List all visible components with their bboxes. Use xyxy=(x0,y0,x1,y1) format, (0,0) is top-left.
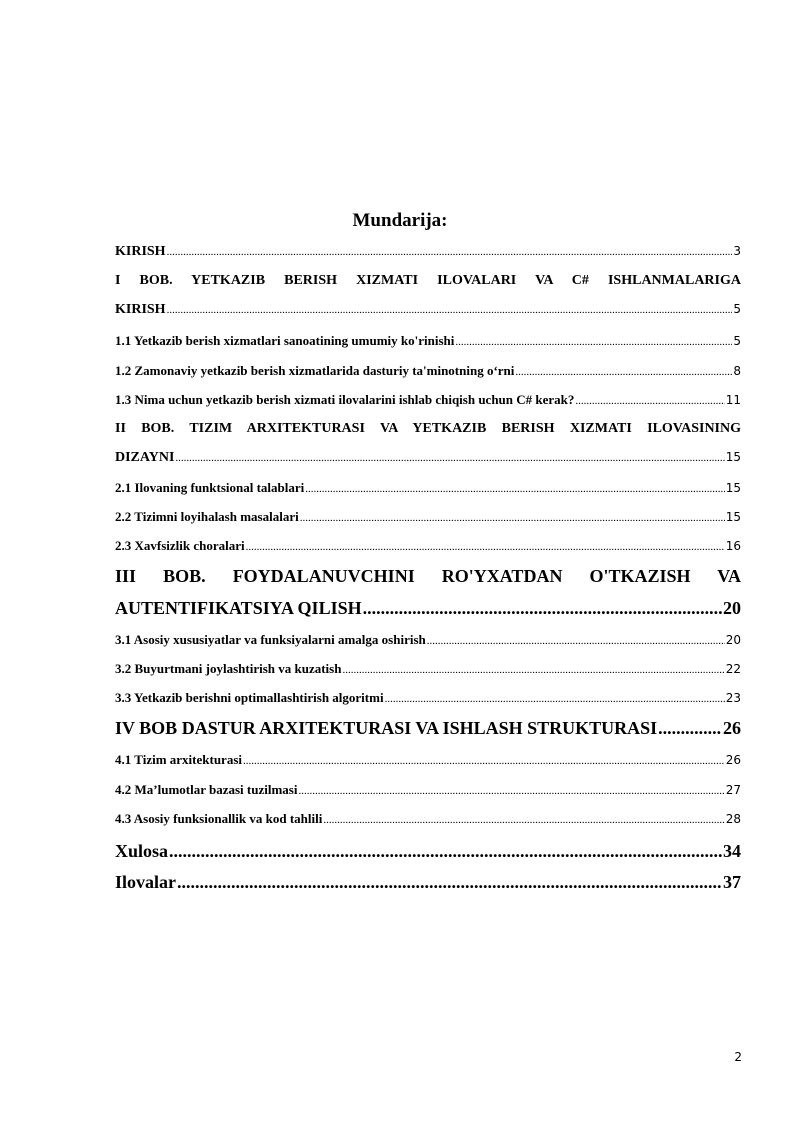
toc-page-number: 15 xyxy=(725,510,741,524)
dot-leader xyxy=(455,336,732,348)
toc-entry-text: 3.2 Buyurtmani joylashtirish va kuzatish xyxy=(115,661,342,676)
toc-entry-text: Xulosa xyxy=(115,841,169,861)
toc-entry-4-2[interactable] xyxy=(115,782,741,798)
toc-entry-4-3[interactable] xyxy=(115,811,741,827)
dot-leader xyxy=(167,304,733,316)
toc-entry-3-3[interactable] xyxy=(115,690,741,706)
toc-page-number: 20 xyxy=(725,633,741,647)
dot-leader xyxy=(305,483,724,495)
toc-entry-text: Ilovalar xyxy=(115,872,176,892)
toc-page-number: 16 xyxy=(725,539,741,553)
dot-leader xyxy=(177,872,722,893)
toc-entry-2-1[interactable] xyxy=(115,480,741,496)
toc-entry-text: 3.1 Asosiy xususiyatlar va funksiyalarni amalga oshirish xyxy=(115,632,426,647)
toc-page-number: 15 xyxy=(725,481,741,495)
toc-page-number: 15 xyxy=(725,450,741,464)
toc-entry-3-2[interactable] xyxy=(115,661,741,677)
toc-entry-bob1[interactable] xyxy=(115,302,741,318)
dot-leader xyxy=(575,395,724,407)
page-number: 2 xyxy=(734,1050,742,1064)
toc-entry-text: 4.2 Ma’lumotlar bazasi tuzilmasi xyxy=(115,782,298,797)
toc-entry-1-3[interactable] xyxy=(115,392,741,408)
toc-page-number: 23 xyxy=(725,691,741,705)
toc-entry-xulosa[interactable] xyxy=(115,841,741,862)
toc-entry-text: 1.3 Nima uchun yetkazib berish xizmati ilovalarini ishlab chiqish uchun C# kerak? xyxy=(115,392,575,407)
toc-title: Mundarija: xyxy=(352,210,448,231)
dot-leader xyxy=(427,635,725,647)
toc-entry-text: 1.2 Zamonaviy yetkazib berish xizmatlarida dasturiy ta'minotning o‘rni xyxy=(115,363,515,378)
toc-entry-2-2[interactable] xyxy=(115,509,741,525)
toc-entry-bob3[interactable] xyxy=(115,598,741,619)
toc-page-number: 34 xyxy=(723,841,741,861)
toc-entry-1-2[interactable] xyxy=(115,363,741,379)
toc-page-number: 28 xyxy=(725,812,741,826)
toc-entry-text: 2.1 Ilovaning funktsional talablari xyxy=(115,480,305,495)
toc-entry-ilovalar[interactable] xyxy=(115,872,741,893)
toc-page-number: 20 xyxy=(723,598,741,618)
toc-entry-text: 4.3 Asosiy funksionallik va kod tahlili xyxy=(115,811,323,826)
toc-page-number: 5 xyxy=(733,302,741,316)
toc-entry-text: 3.3 Yetkazib berishni optimallashtirish algoritmi xyxy=(115,690,384,705)
toc-entry-bob4[interactable] xyxy=(115,718,741,739)
dot-leader xyxy=(246,541,725,553)
dot-leader xyxy=(169,841,722,862)
dot-leader xyxy=(298,785,724,797)
toc-page-number: 3 xyxy=(733,244,741,258)
dot-leader xyxy=(342,664,724,676)
toc-entry-bob1-line1[interactable]: I BOB. YETKAZIB BERISH XIZMATI ILOVALARI VA C# ISHLANMALARIGA xyxy=(115,273,741,288)
toc-entry-text: AUTENTIFIKATSIYA QILISH xyxy=(115,598,362,618)
toc-entry-bob2[interactable] xyxy=(115,450,741,466)
toc-entry-text: IV BOB DASTUR ARXITEKTURASI VA ISHLASH STRUKTURASI xyxy=(115,718,658,738)
toc-page-number: 22 xyxy=(725,662,741,676)
toc-entry-text: KIRISH xyxy=(115,302,166,317)
toc-entry-bob2-line1[interactable]: II BOB. TIZIM ARXITEKTURASI VA YETKAZIB BERISH XIZMATI ILOVASINING xyxy=(115,421,741,436)
toc-entry-text: 1.1 Yetkazib berish xizmatlari sanoatining umumiy ko'rinishi xyxy=(115,333,455,348)
toc-page-number: 26 xyxy=(725,753,741,767)
dot-leader xyxy=(175,452,724,464)
toc-entry-bob3-line1[interactable]: III BOB. FOYDALANUVCHINI RO'YXATDAN O'TKAZISH VA xyxy=(115,566,741,586)
toc-entry-text: DIZAYNI xyxy=(115,450,175,465)
toc-entry-text: KIRISH xyxy=(115,244,166,259)
dot-leader xyxy=(515,366,732,378)
toc-entry-4-1[interactable] xyxy=(115,752,741,768)
dot-leader xyxy=(243,755,725,767)
dot-leader xyxy=(363,598,722,619)
dot-leader xyxy=(658,718,722,739)
toc-page-number: 8 xyxy=(733,364,741,378)
dot-leader xyxy=(167,246,733,258)
toc-entry-3-1[interactable] xyxy=(115,632,741,648)
toc-entry-kirish[interactable] xyxy=(115,244,741,260)
toc-entry-text: 4.1 Tizim arxitekturasi xyxy=(115,752,242,767)
toc-entry-text: 2.2 Tizimni loyihalash masalalari xyxy=(115,509,299,524)
dot-leader xyxy=(385,693,725,705)
toc-entry-1-1[interactable] xyxy=(115,333,741,349)
toc-page-number: 37 xyxy=(723,872,741,892)
dot-leader xyxy=(323,814,724,826)
toc-page-number: 11 xyxy=(725,393,741,407)
toc-entry-text: 2.3 Xavfsizlik choralari xyxy=(115,538,245,553)
toc-page-number: 5 xyxy=(733,334,741,348)
toc-entry-2-3[interactable] xyxy=(115,538,741,554)
dot-leader xyxy=(300,512,725,524)
toc-page-number: 26 xyxy=(723,718,741,738)
toc-page-number: 27 xyxy=(725,783,741,797)
